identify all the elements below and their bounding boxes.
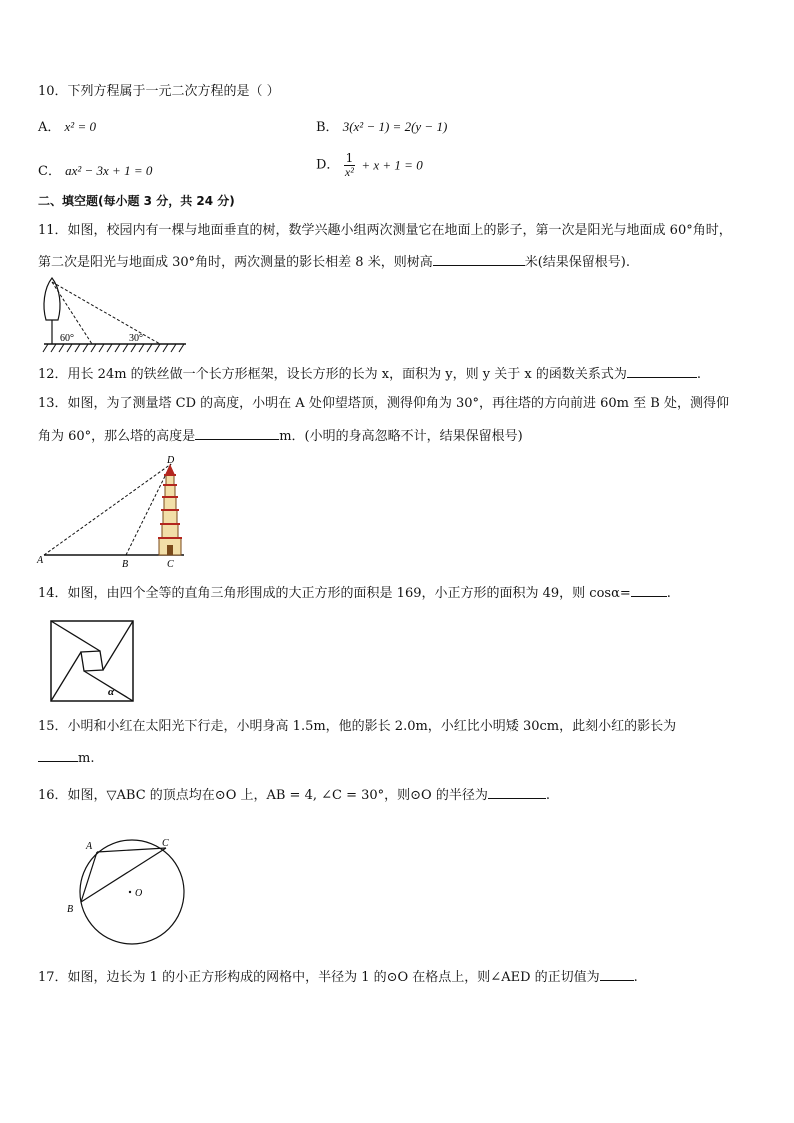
answer-blank[interactable] (433, 252, 525, 266)
point-label-a: A (37, 555, 44, 566)
section-title: 二、填空题(每小题 3 分，共 24 分) (38, 194, 235, 208)
q11-line1: 11．如图，校园内有一棵与地面垂直的树，数学兴趣小组两次测量它在地面上的影子，第一次是阳光与地面成 60°角时， (38, 223, 732, 238)
q17-line (38, 967, 638, 987)
q13-line1: 13．如图，为了测量塔 CD 的高度，小明在 A 处仰望塔顶，测得仰角为 30°，再往塔的方向前进 60m 至 B 处，测得仰 (38, 396, 729, 411)
q11-line2 (38, 252, 630, 272)
small-square (81, 651, 103, 671)
q10-option-d-expr: + x + 1 = 0 (361, 157, 423, 173)
pagoda-icon (158, 464, 182, 555)
q13-line2 (38, 426, 523, 446)
point-label-c: C (162, 838, 169, 849)
q17-text-end: . (633, 970, 638, 985)
answer-blank[interactable] (195, 426, 279, 440)
q14-square-figure (48, 618, 138, 704)
q10-option-b-label: B． (316, 120, 339, 135)
answer-blank[interactable] (38, 748, 78, 762)
q10-option-b (316, 118, 447, 137)
q13-text: 角为 60°，那么塔的高度是 (38, 429, 196, 444)
answer-blank[interactable] (631, 583, 667, 597)
q11-text-end: 米(结果保留根号). (524, 255, 630, 270)
q12-text: 12．用长 24m 的铁丝做一个长方形框架，设长方形的长为 x，面积为 y，则 y 关于 x 的函数关系式为 (38, 367, 627, 382)
q13-tower-figure (34, 450, 194, 570)
tree-icon (44, 278, 60, 320)
q10-option-d-fraction (344, 152, 356, 179)
q16-text: 16．如图，▽ABC 的顶点均在⊙O 上，AB = 4, ∠C = 30°，则⊙O 的半径为 (38, 788, 488, 803)
q10-option-a-expr: x² = 0 (64, 119, 96, 134)
q15-line2 (38, 748, 94, 768)
q10-option-b-expr: 3(x² − 1) = 2(y − 1) (342, 119, 448, 134)
point-label-d: D (167, 455, 175, 466)
point-label-o: O (135, 888, 143, 899)
q10-option-c-expr: ax² − 3x + 1 = 0 (65, 163, 153, 178)
fraction-numerator: 1 (345, 151, 354, 165)
q10-option-a-label: A． (38, 120, 61, 135)
fraction-denominator: x² (344, 165, 354, 179)
q10-option-d-label: D． (316, 157, 340, 173)
q14-line (38, 583, 671, 603)
q11-text: 第二次是阳光与地面成 30°角时，两次测量的影长相差 8 米，则树高 (38, 255, 433, 270)
sight-line-a (44, 464, 171, 555)
q14-text: 14．如图，由四个全等的直角三角形围成的大正方形的面积是 169，小正方形的面积为 49，则 cosα= (38, 586, 631, 601)
segment-ac (97, 848, 166, 852)
q15-text-end: m. (78, 751, 95, 766)
q15-line1: 15．小明和小红在太阳光下行走，小明身高 1.5m，他的影长 2.0m，小红比小明矮 30cm，此刻小红的影长为 (38, 719, 677, 734)
q10-option-d (316, 152, 423, 179)
answer-blank[interactable] (488, 785, 546, 799)
angle-label-alpha: α (108, 686, 115, 698)
q12-text-end: . (696, 367, 701, 382)
q16-line (38, 785, 550, 805)
point-label-c: C (167, 559, 174, 570)
answer-blank[interactable] (627, 364, 697, 378)
big-square (51, 621, 133, 701)
q17-text: 17．如图，边长为 1 的小正方形构成的网格中，半径为 1 的⊙O 在格点上，则∠AED 的正切值为 (38, 970, 600, 985)
point-label-b: B (122, 559, 129, 570)
q12-line (38, 364, 701, 384)
q10-option-c (38, 162, 152, 181)
q13-text-end: m．(小明的身高忽略不计，结果保留根号) (279, 429, 523, 444)
q10-option-c-label: C． (38, 164, 61, 179)
q16-circle-figure (62, 834, 192, 952)
segment-ab (81, 852, 97, 902)
point-label-a: A (86, 841, 93, 852)
q16-text-end: . (545, 788, 550, 803)
center-point (129, 891, 131, 893)
q10-option-a (38, 118, 96, 137)
q14-text-end: . (666, 586, 671, 601)
q10-stem: 10．下列方程属于一元二次方程的是（ ） (38, 84, 280, 99)
angle-label-60: 60° (60, 333, 74, 344)
point-label-b: B (67, 904, 74, 915)
q11-tree-figure (40, 274, 190, 354)
angle-label-30: 30° (129, 333, 143, 344)
answer-blank[interactable] (600, 967, 634, 981)
